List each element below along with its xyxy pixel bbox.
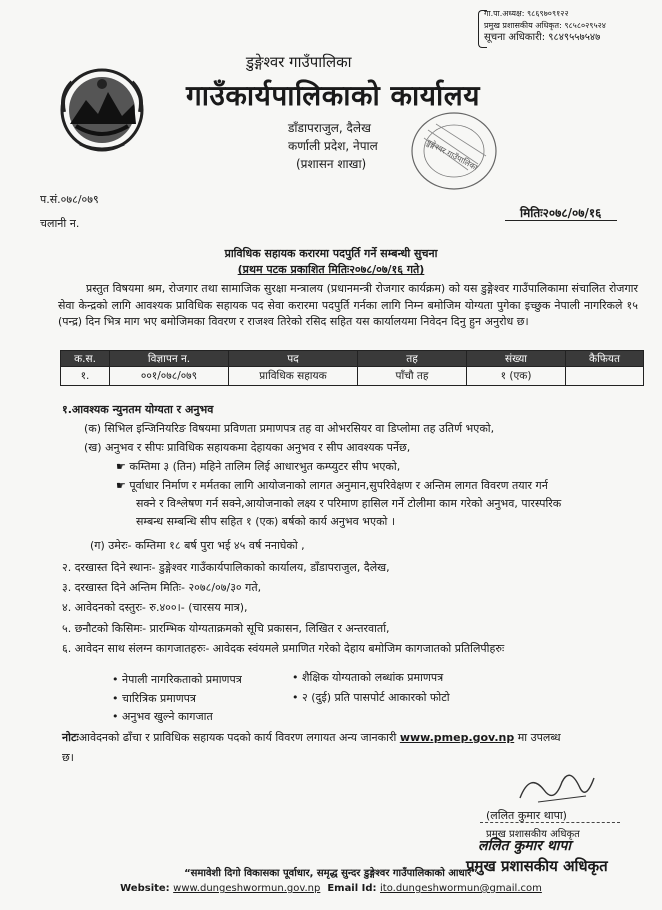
website-label: Website: [120,883,170,894]
nepal-emblem-logo [56,64,148,156]
note-label: नोटः [62,731,79,744]
requirements-heading: १.आवश्यक न्युनतम योग्यता र अनुभव [62,403,214,416]
signature-line [480,822,620,823]
document-item [292,670,443,685]
pointer-icon: ☛ [116,479,130,492]
municipality-name: डुङ्गेश्वर गाउँपालिका [246,53,352,71]
letter-date: मितिः२०७८/०७/१६ [520,206,602,220]
detail-item: ५. छनौटको किसिमः- प्रारम्भिक योग्यताक्रमको सूचि प्रकासन, लिखित र अन्तरवार्ता, [62,622,390,635]
document-item [112,709,213,724]
address-line: डाँडापराजुल, दैलेख [288,121,371,135]
table-cell [566,367,644,386]
letter-number: प.सं.०७८/०७९ [40,193,99,206]
date-underline [505,220,617,221]
bullet-icon: • [292,671,302,684]
document-label: अनुभव खुल्ने कागजात [122,710,213,723]
email-label: Email Id: [327,883,377,894]
bullet-icon: • [112,673,122,686]
document-item [112,672,242,687]
signatory-name-paren: (ललित कुमार थापा) [486,809,567,822]
contact-block [484,8,656,44]
detail-item: ३. दरखास्त दिने अन्तिम मितिः- २०७८/०७/३० गते, [62,581,262,594]
note-tail-line: छ। [62,751,74,764]
notice-subtitle [0,262,662,277]
note-line [62,730,561,745]
signatory-title-stamp: प्रमुख प्रशासकीय अधिकृत [466,857,608,875]
signatory-title: प्रमुख प्रशासकीय अधिकृत [486,829,580,840]
table-header: कैफियत [566,351,644,367]
document-label: २ (दुई) प्रति पासपोर्ट आकारको फोटो [302,691,450,704]
table-row [61,367,644,386]
requirement-bullet-continuation: सक्ने र विश्लेषण गर्न सक्ने,आयोजनाको लक्ष्य र परिमाण हासिल गर्ने टोलीमा काम गरेको अनुभव, पारस्परिक [136,497,562,510]
section-label: (प्रशासन शाखा) [296,157,367,171]
address-line: कर्णाली प्रदेश, नेपाल [288,139,378,153]
table-cell: १. [61,367,110,386]
note-tail: मा उपलब्ध [517,731,561,744]
table-header: पद [229,351,358,367]
requirement-bullet [116,478,548,493]
stamp-text: डुङ्गेश्वर गाउँपालिका [425,137,479,173]
contact-line: सूचना अधिकारी: ९८४९५५७५४७ [484,32,601,43]
bullet-icon: • [292,691,302,704]
requirement-bullet-text: पूर्वाधार निर्माण र मर्मतका लागि आयोजनाको लागत अनुमान,सुपरिवेक्षण र अन्तिम लागत विवरण तयार गर्न [129,479,548,492]
note-link[interactable]: www.pmep.gov.np [399,731,515,744]
notice-paragraph: प्रस्तुत विषयमा श्रम, रोजगार तथा सामाजिक सुरक्षा मन्त्रालय (प्रधानमन्त्री रोजगार कार्यक्रम) को यस डुङ्गेश्वर गाउँपालिकामा संचालित रोजगार सेवा केन्द्रको लागि आवश्यक प्राविधिक सहायक पद सेवा करारमा पदपुर्ति गर्नका लागि निम्न बमोजिम योग्यता पुगेका इच्छुक नेपाली नागरिकले १५ (पन्द्र) दिन भित्र माग भए बमोजिमका विवरण र राजश्व तिरेको रसिद सहित यस कार्यालयमा निवेदन दिनु हुन अनुरोध छ। [58,282,638,328]
document-label: नेपाली नागरिकताको प्रमाणपत्र [122,673,242,686]
office-stamp [408,108,500,194]
table-cell: ००१/०७८/०७९ [110,367,229,386]
document-label: शैक्षिक योग्यताको लब्धांक प्रमाणपत्र [302,671,444,684]
requirement-item: (ग) उमेरः- कम्तिमा १८ बर्ष पुरा भई ४५ वर्ष ननाघेको , [90,539,305,552]
website-link[interactable]: www.dungeshwormun.gov.np [173,883,321,894]
requirement-bullet [116,459,400,474]
requirement-bullet-continuation: सम्बन्ध सम्बन्धि सीप सहित १ (एक) बर्षको कार्य अनुभव भएको । [136,515,396,528]
bullet-icon: • [112,692,122,705]
vacancy-table [60,350,644,386]
email-link[interactable]: ito.dungeshwormun@gmail.com [380,883,542,894]
document-item [292,690,450,705]
contact-line: गा.पा.अध्यक्ष: ९८६९७०९१२२ [484,9,569,18]
detail-item: ६. आवेदन साथ संलग्न कागजातहरुः- आवेदक स्वंयमले प्रमाणित गरेको देहाय बमोजिम कागजातको प्रतिलिपीहरुः [62,642,505,655]
table-cell: १ (एक) [467,367,566,386]
notice-title: प्राविधिक सहायक करारमा पदपुर्ति गर्ने सम्बन्धी सुचना [224,247,438,260]
signatory-name-stamp: ललित कुमार थापा [478,838,571,854]
pointer-icon: ☛ [116,460,130,473]
requirement-bullet-text: कम्तिमा ३ (तिन) महिने तालिम लिई आधारभुत कम्प्युटर सीप भएको, [129,460,401,473]
footer-contact [0,883,662,894]
table-header: क.स. [61,351,110,367]
notice-subtitle-text: (प्रथम पटक प्रकाशित मितिः२०७८/०७/१६ गते) [237,263,425,276]
table-header-row [61,351,644,367]
document-item [112,691,196,706]
contact-line: प्रमुख प्रशासकीय अधिकृत: ९८५८०२९५२४ [484,21,606,30]
requirement-item: (ख) अनुभव र सीपः प्राविधिक सहायकमा देहायका अनुभव र सीप आवश्यक पर्नेछ, [84,441,411,454]
detail-item: ४. आवेदनको दस्तुरः- रु.४००।- (चारसय मात्र), [62,601,248,614]
table-cell: प्राविधिक सहायक [229,367,358,386]
table-header: विज्ञापन न. [110,351,229,367]
handwritten-signature [510,768,600,808]
office-title: गाउँकार्यपालिकाको कार्यालय [186,79,480,112]
bullet-icon: • [112,710,122,723]
document-label: चारित्रिक प्रमाणपत्र [122,692,197,705]
table-header: संख्या [467,351,566,367]
footer-slogan: “समावेशी दिगो विकासका पूर्वाधार, समृद्ध सुन्दर डुङ्गेश्वर गाउँपालिकाको आधार” [184,868,478,879]
table-cell: पाँचौ तह [358,367,467,386]
dispatch-number: चलानी न. [40,217,80,230]
table-header: तह [358,351,467,367]
note-text: आवेदनको ढाँचा र प्राविधिक सहायक पदको कार्य विवरण लगायत अन्य जानकारी [78,731,397,744]
requirement-item: (क) सिभिल इन्जिनियरिङ विषयमा प्रविणता प्रमाणपत्र तह वा ओभरसियर वा डिप्लोमा तह उतिर्ण भएको, [84,422,495,435]
detail-item: २. दरखास्त दिने स्थानः- डुङ्गेश्वर गाउँकार्यपालिकाको कार्यालय, डाँडापराजुल, दैलेख, [62,561,390,574]
